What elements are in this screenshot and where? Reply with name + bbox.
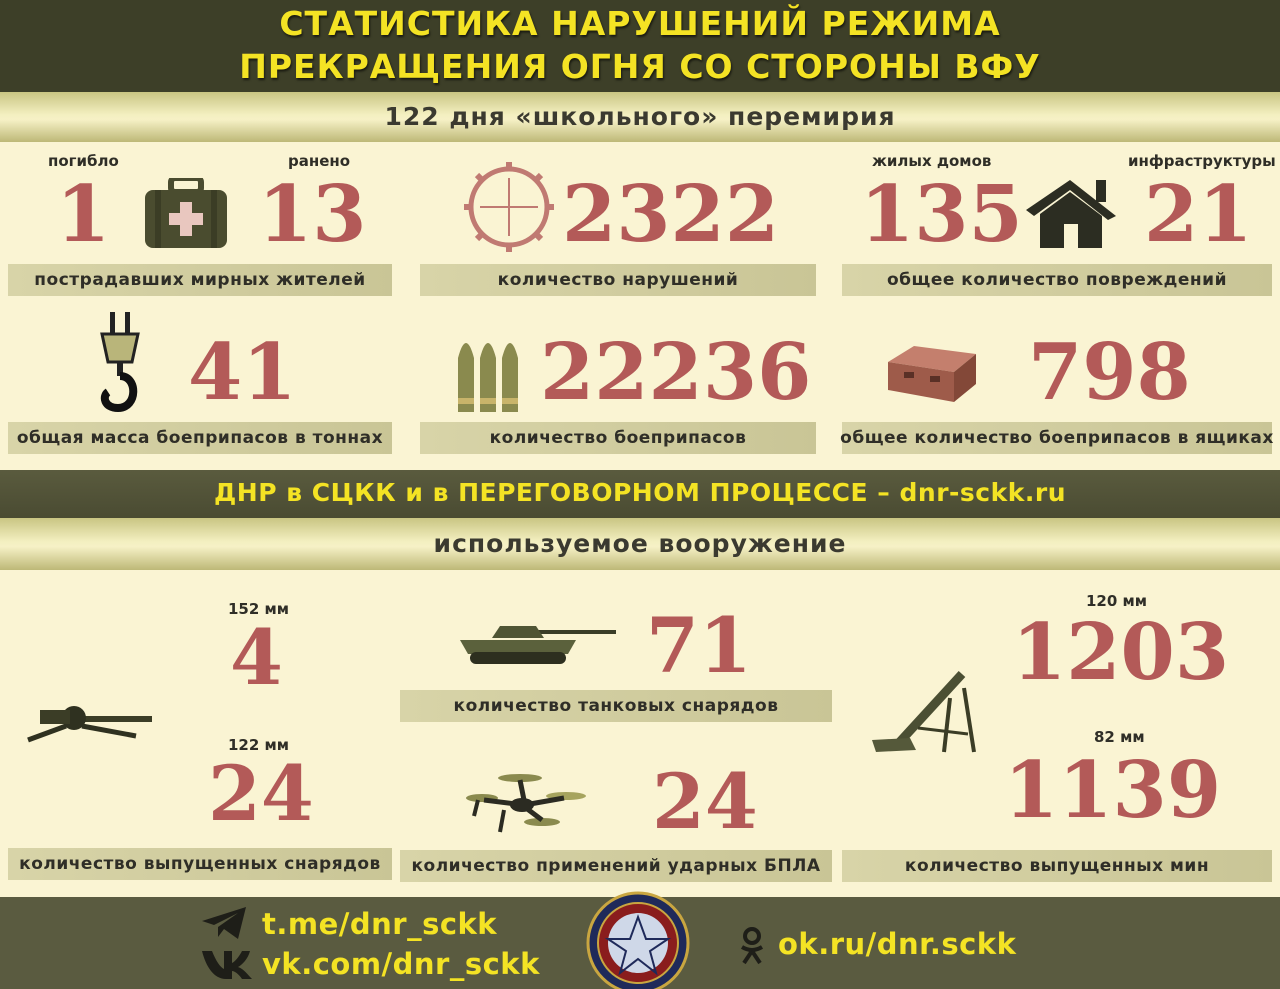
tank-icon: [456, 622, 620, 670]
mortar-icon: [870, 668, 980, 764]
header-title-line1: СТАТИСТИКА НАРУШЕНИЙ РЕЖИМА: [279, 4, 1001, 43]
ammo-value: 22236: [540, 327, 812, 418]
ammo-caption: количество боеприпасов: [420, 422, 816, 454]
mortars-caption: количество выпущенных мин: [842, 850, 1272, 882]
house-icon: [1026, 176, 1122, 252]
mortars-cal2-label: 82 мм: [1094, 728, 1145, 746]
damage-caption: общее количество повреждений: [842, 264, 1272, 296]
artillery-cal2-value: 24: [208, 749, 314, 838]
site-banner: [0, 470, 1280, 518]
mortars-cal1-value: 1203: [1012, 607, 1230, 698]
drones-caption: количество применений ударных БПЛА: [400, 850, 832, 882]
weapons-title: используемое вооружение: [433, 529, 847, 558]
tank-value: 71: [646, 601, 752, 690]
crane-hook-icon: [98, 312, 142, 416]
wounded-label: ранено: [288, 152, 351, 170]
mass-value: 41: [188, 327, 297, 418]
subtitle: 122 дня «школьного» перемирия: [384, 102, 896, 131]
artillery-cal2-label: 122 мм: [228, 736, 290, 754]
telegram-icon: [200, 905, 248, 945]
infra-label: инфраструктуры: [1128, 152, 1276, 170]
telegram-link[interactable]: t.me/dnr_sckk: [262, 907, 498, 941]
footer: [0, 897, 1280, 989]
crosshair-icon: [462, 160, 556, 258]
vk-link[interactable]: vk.com/dnr_sckk: [262, 947, 540, 981]
header-title-line2: ПРЕКРАЩЕНИЯ ОГНЯ СО СТОРОНЫ ВФУ: [239, 47, 1041, 86]
infra-value: 21: [1144, 169, 1253, 260]
drone-icon: [464, 770, 588, 840]
boxes-caption: общее количество боеприпасов в ящиках: [842, 422, 1272, 454]
mortars-cal2-value: 1139: [1004, 745, 1222, 836]
mass-caption: общая масса боеприпасов в тоннах: [8, 422, 392, 454]
artillery-cal1-value: 4: [230, 613, 283, 702]
vk-icon: [200, 947, 252, 983]
killed-value: 1: [56, 169, 111, 260]
shells-icon: [454, 328, 526, 416]
artillery-caption: количество выпущенных снарядов: [8, 848, 392, 880]
ok-icon: [738, 927, 766, 969]
weapons-band: [0, 518, 1280, 570]
killed-label: погибло: [48, 152, 119, 170]
mortars-cal1-label: 120 мм: [1086, 592, 1148, 610]
tank-caption: количество танковых снарядов: [400, 690, 832, 722]
header: [0, 0, 1280, 92]
drones-value: 24: [652, 757, 758, 846]
ok-link[interactable]: ok.ru/dnr.sckk: [778, 927, 1017, 961]
first-aid-kit-icon: [145, 178, 227, 252]
howitzer-icon: [26, 696, 154, 748]
ammo-box-icon: [884, 340, 980, 410]
houses-value: 135: [860, 169, 1023, 260]
boxes-value: 798: [1028, 327, 1191, 418]
violations-value: 2322: [562, 169, 780, 260]
subtitle-band: [0, 92, 1280, 142]
artillery-cal1-label: 152 мм: [228, 600, 290, 618]
houses-label: жилых домов: [872, 152, 992, 170]
wounded-value: 13: [258, 169, 367, 260]
site-banner-text: ДНР в СЦКК и в ПЕРЕГОВОРНОМ ПРОЦЕССЕ – dnr-sckk.ru: [214, 478, 1066, 507]
violations-caption: количество нарушений: [420, 264, 816, 296]
emblem-icon: [586, 891, 690, 989]
civilians-caption: пострадавших мирных жителей: [8, 264, 392, 296]
